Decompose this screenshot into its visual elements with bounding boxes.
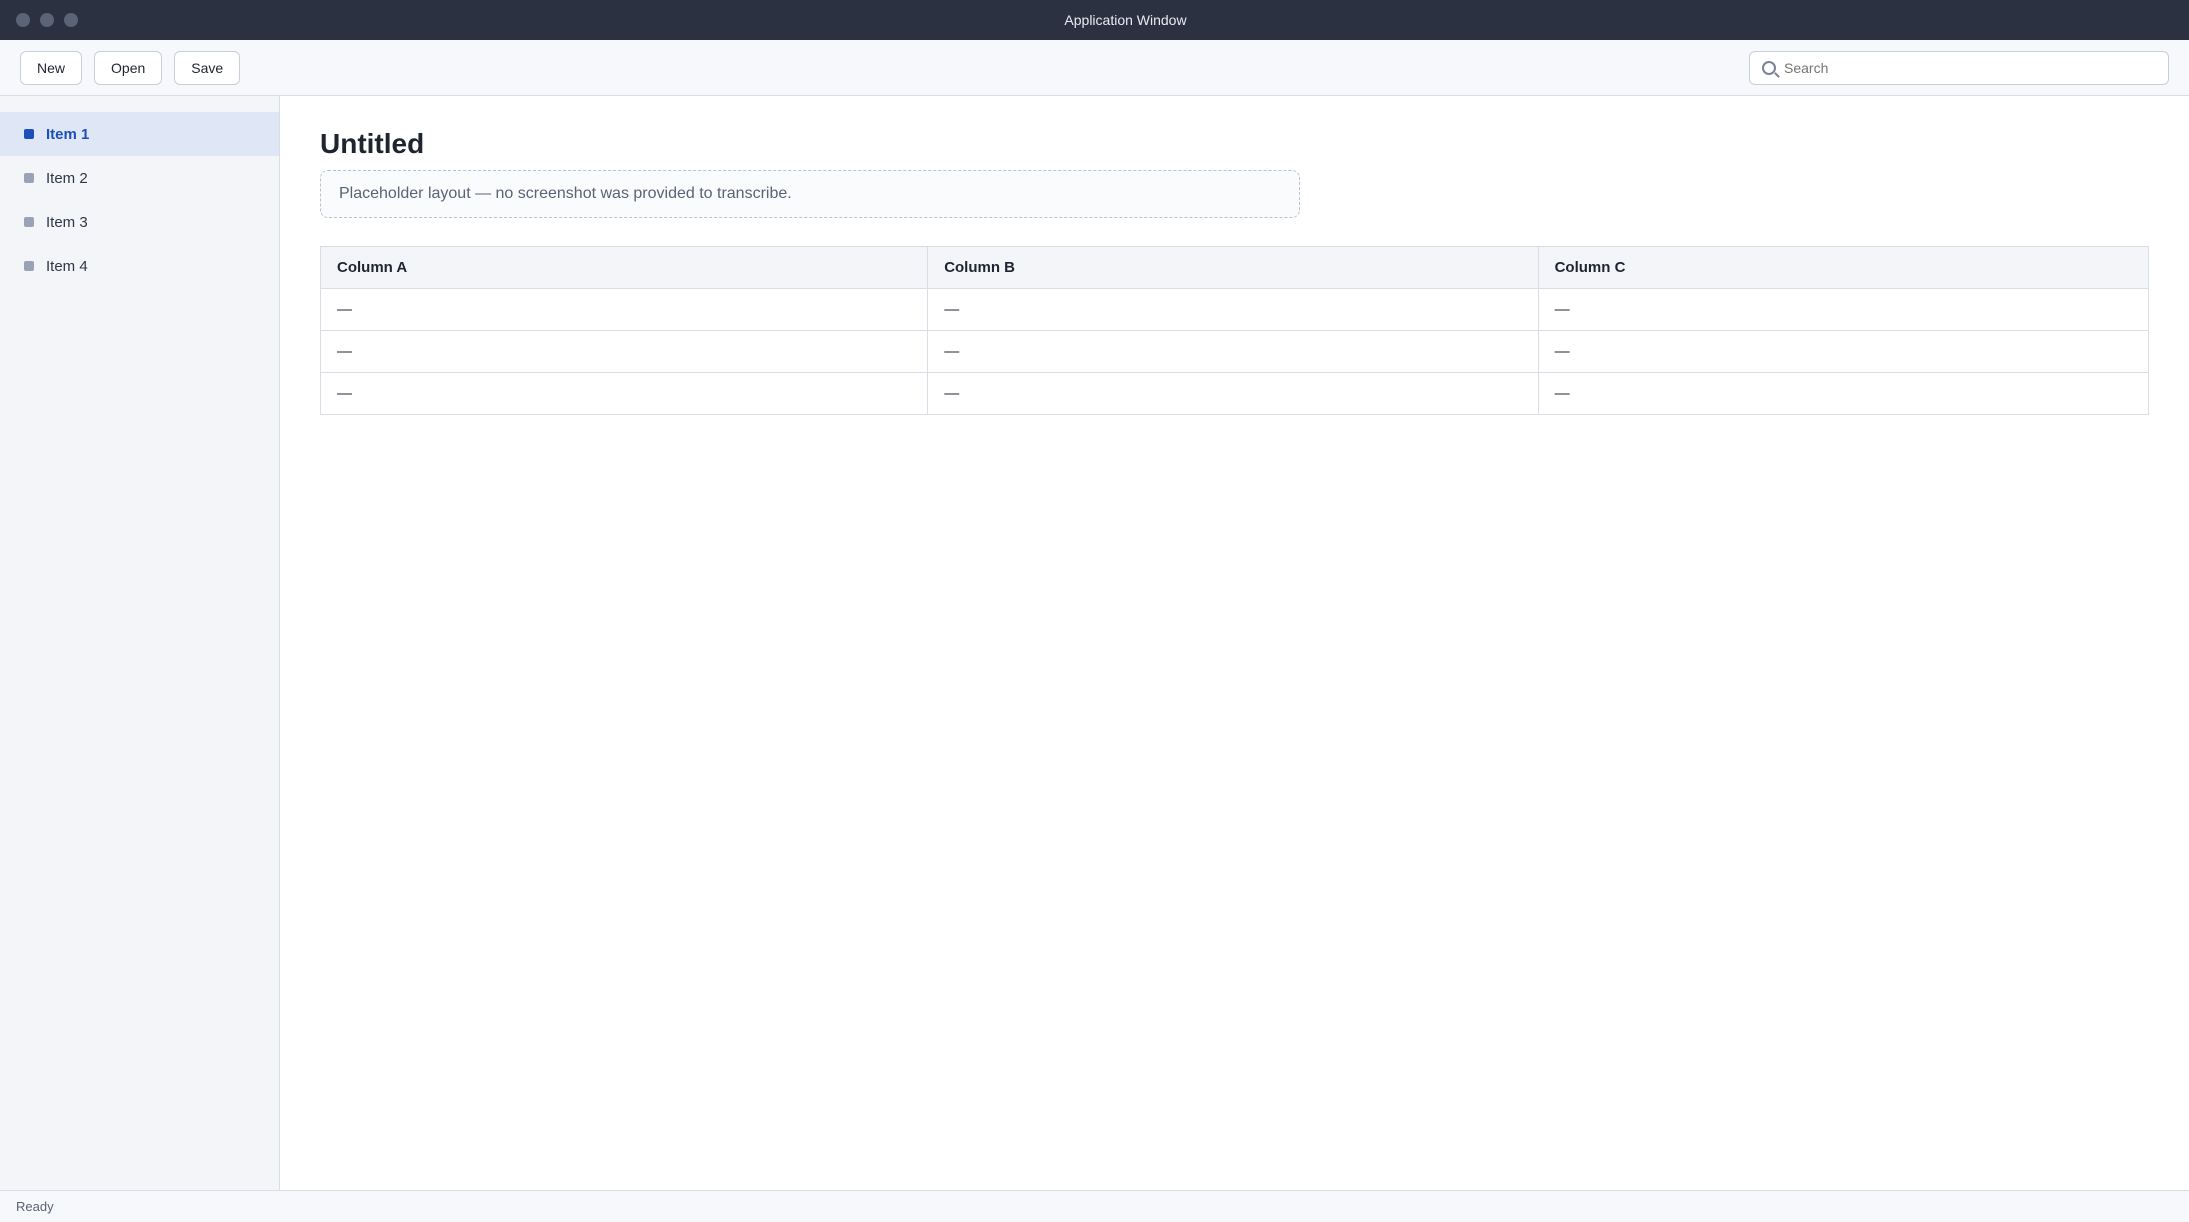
table-cell: —	[928, 289, 1538, 331]
item-icon	[24, 261, 34, 271]
content-area	[0, 96, 2189, 1190]
search-icon	[1762, 61, 1776, 75]
table-cell: —	[321, 289, 928, 331]
status-bar	[0, 1190, 2189, 1222]
new-button[interactable]: New	[20, 51, 82, 85]
open-button[interactable]: Open	[94, 51, 162, 85]
column-header[interactable]: Column B	[928, 247, 1538, 289]
placeholder-notice: Placeholder layout — no screenshot was provided to transcribe.	[320, 170, 1300, 218]
table-cell: —	[1538, 331, 2148, 373]
table-row[interactable]	[321, 331, 2149, 373]
maximize-window-icon[interactable]	[64, 13, 78, 27]
sidebar-item-label: Item 1	[46, 125, 90, 143]
sidebar-item-label: Item 2	[46, 169, 88, 187]
column-header[interactable]: Column C	[1538, 247, 2148, 289]
sidebar-item-label: Item 3	[46, 213, 88, 231]
table-row[interactable]	[321, 373, 2149, 415]
sidebar	[0, 96, 280, 1190]
minimize-window-icon[interactable]	[40, 13, 54, 27]
item-icon	[24, 129, 34, 139]
table-cell: —	[1538, 289, 2148, 331]
sidebar-item-4[interactable]	[0, 244, 279, 288]
window-title: Application Window	[1064, 12, 1187, 28]
table-cell: —	[928, 373, 1538, 415]
window-controls	[16, 13, 78, 27]
close-window-icon[interactable]	[16, 13, 30, 27]
table-header-row	[321, 247, 2149, 289]
search-box[interactable]	[1749, 51, 2169, 85]
page-title: Untitled	[320, 128, 425, 159]
main-panel	[280, 96, 2189, 1190]
table-cell: —	[1538, 373, 2148, 415]
table-row[interactable]	[321, 289, 2149, 331]
table-cell: —	[321, 373, 928, 415]
toolbar	[0, 40, 2189, 96]
sidebar-item-2[interactable]	[0, 156, 279, 200]
data-table	[320, 246, 2149, 415]
table-cell: —	[928, 331, 1538, 373]
title-bar	[0, 0, 2189, 40]
sidebar-item-3[interactable]	[0, 200, 279, 244]
save-button[interactable]: Save	[174, 51, 240, 85]
sidebar-item-label: Item 4	[46, 257, 88, 275]
sidebar-item-1[interactable]	[0, 112, 279, 156]
search-input[interactable]	[1784, 60, 2156, 76]
column-header[interactable]: Column A	[321, 247, 928, 289]
table-cell: —	[321, 331, 928, 373]
status-text: Ready	[16, 1199, 54, 1214]
item-icon	[24, 173, 34, 183]
item-icon	[24, 217, 34, 227]
